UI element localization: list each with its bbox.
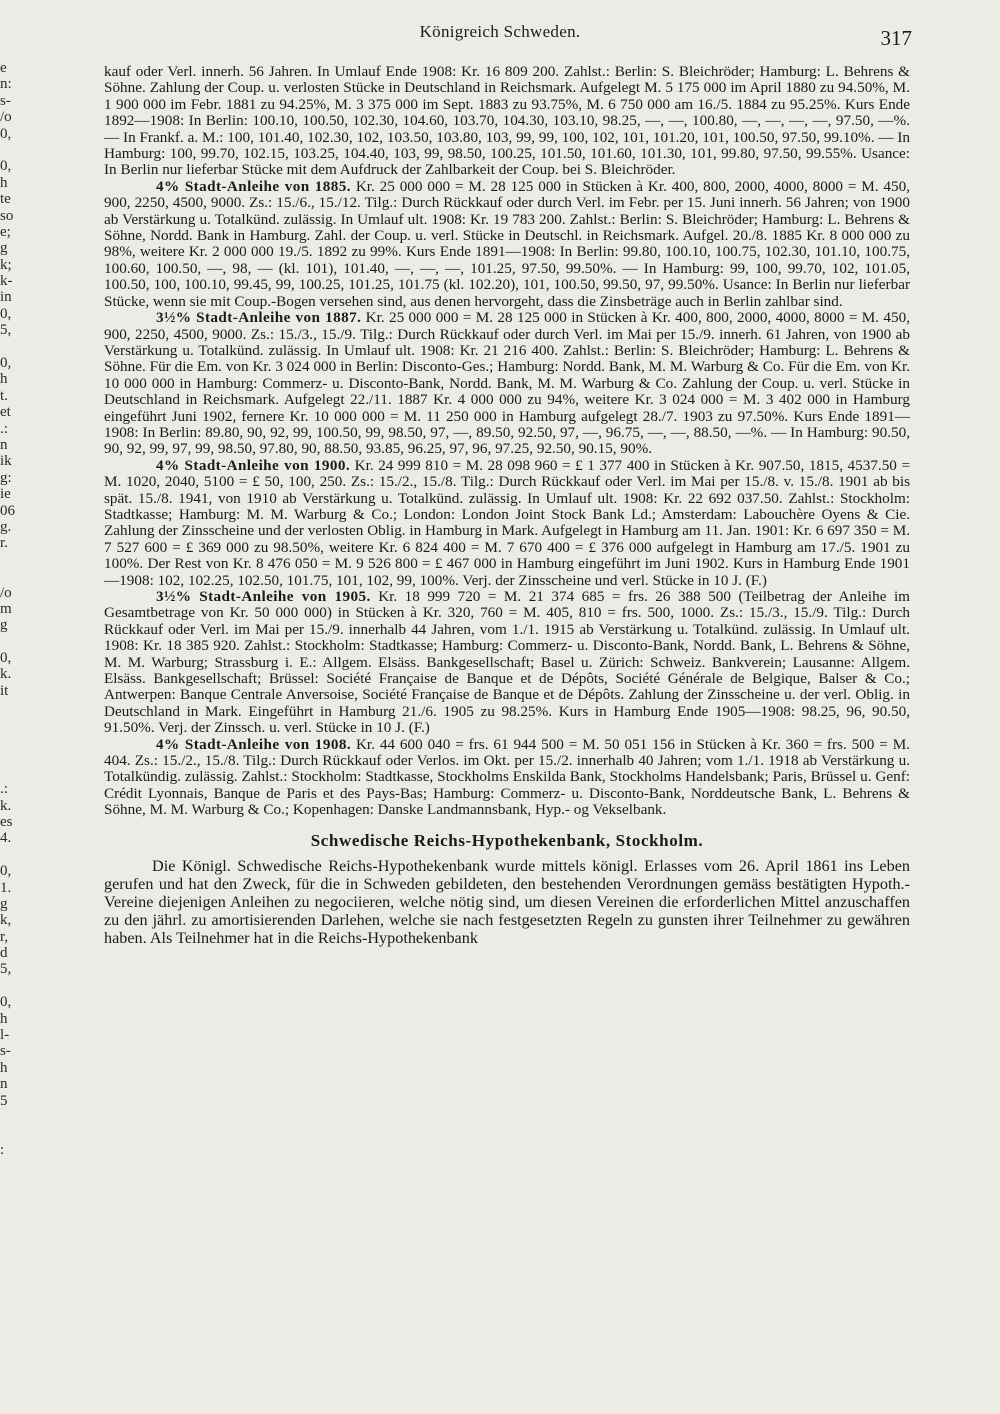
loan-title-1908: 4% Stadt-Anleihe von 1908. [156, 735, 352, 753]
margin-fragment: 4. [0, 830, 12, 847]
margin-fragment: 0, [0, 863, 12, 880]
loan-title-1905: 3½% Stadt-Anleihe von 1905. [156, 588, 371, 605]
section-heading: Schwedische Reichs-Hypothekenbank, Stockholm. [310, 830, 704, 850]
margin-fragment: 0, [0, 650, 12, 667]
margin-fragment: 0, [0, 158, 12, 175]
loan-entry-1887 [104, 310, 910, 458]
margin-fragment: so [0, 207, 14, 224]
loan-entry-1905 [104, 589, 910, 737]
margin-fragment: 0, [0, 994, 12, 1011]
margin-fragment: g [0, 240, 8, 257]
margin-fragment: es [0, 813, 13, 830]
margin-fragment [0, 568, 16, 584]
margin-fragment [0, 339, 16, 355]
margin-fragment: ik [0, 453, 12, 470]
margin-fragment: ie [0, 486, 11, 503]
margin-fragment: k- [0, 273, 13, 290]
margin-fragment: l- [0, 1027, 10, 1044]
loan-text-1905: Kr. 18 999 720 = M. 21 374 685 = frs. 26 388 500 (Teilbetrag der Anleihe im Gesamtbetrage von Kr. 50 000 000) in Stücken à Kr. 320, 760 = M. 405, 810 = frs. 500, 1000. Zs.: 15./3., 15./9. Tilg.: Durch Rückkauf oder Verl. im Mai per 15./9. innerhalb 44 Jahren, vom 1./1. 1915 ab Verstärkung u. Totalkünd. zulässig. In Umlauf ult. 1908: Kr. 18 385 920. Zahlst.: Stockholm: Stadtkasse; Hamburg: Commerz- u. Disconto-Bank, Nordd. Bank, L. Behrens & Söhne, M. M. Warburg; Strassburg i. E.: Allgem. Elsäss. Bankgesellschaft; Basel u. Zürich: Schweiz. Bankverein; Lausanne: Allgem. Elsäss. Bankgesellschaft; Brüssel: Société Française de Banque et de Dépôts, Société Générale de Belgique, Balser & Co.; Antwerpen: Banque Centrale Anversoise, Société Française de Banque et de Dépôts. Zahlung der Zinsscheine u. der verl. Oblig. in Deutschland in Mark. Eingeführt in Hamburg 21./6. 1905 zu 98.25%. Kurs in Hamburg Ende 1905—1908: 98.25, 96, 90.50, 91.50%. Verj. der Zinssch. u. verl. Stücke in 10 J. (F.) [104, 588, 910, 737]
margin-fragment: 0, [0, 305, 12, 322]
loan-title-1900: 4% Stadt-Anleihe von 1900. [156, 456, 351, 474]
margin-fragment: e [0, 60, 7, 76]
margin-fragment: h [0, 1010, 8, 1027]
margin-fragment: n [0, 436, 8, 453]
margin-fragment: in [0, 289, 12, 306]
margin-fragment: s- [0, 1043, 11, 1060]
margin-fragment: /o [0, 109, 12, 126]
margin-fragment: .: [0, 781, 8, 798]
margin-fragment: k, [0, 912, 12, 929]
continuation-paragraph: kauf oder Verl. innerh. 56 Jahren. In Umlauf Ende 1908: Kr. 16 809 200. Zahlst.: Berlin: S. Bleichröder; Hamburg: L. Behrens & Söhne. Zahlung der Coup. u. verlosten Stücke in Deutschland in Reichsmark. Aufgelegt M. 5 175 000 im April 1880 zu 94.50%, M. 1 900 000 im Febr. 1881 zu 94.25%, M. 3 375 000 im Sept. 1883 zu 93.75%, M. 6 750 000 am 16./5. 1884 zu 95.25%. Kurs Ende 1892—1908: In Berlin: 100.10, 100.50, 102.30, 104.60, 103.70, 104.30, 103.10, 98.25, —, —, 100.80, —, —, —, —, 97.50, —%. — In Frankf. a. M.: 100, 101.40, 102.30, 102, 103.50, 103.80, 103, 99, 99, 100, 102, 101, 101.20, 101, 100.50, 97.50, 99.10%. — In Hamburg: 100, 99.70, 102.15, 103.25, 104.40, 103, 99, 98.50, 100.25, 101.50, 101.60, 101.30, 101, 99.80, 97.50, 99.55%. Usance: In Berlin nur lieferbar Stücke mit dem Aufdruck der Zahlbarkeit der Coup. bei S. Bleichröder. [104, 63, 910, 179]
margin-fragment [0, 847, 16, 863]
margin-fragment: d [0, 945, 8, 962]
margin-fragment: 0, [0, 355, 12, 372]
margin-fragment: 5 [0, 1092, 8, 1109]
margin-fragment: k; [0, 256, 12, 273]
margin-fragment: h [0, 174, 8, 191]
margin-fragment [0, 978, 16, 994]
margin-fragment: 5, [0, 322, 12, 339]
loan-text-1908: Kr. 44 600 040 = frs. 61 944 500 = M. 50 051 156 in Stücken à Kr. 360 = frs. 500 = M. 404. Zs.: 15./2., 15./8. Tilg.: Durch Rückkauf oder Verlos. im Okt. per 15./2. innerhalb 40 Jahren; vom 1./1. 1918 ab Verstärkung u. Totalkündig. zulässig. Zahlst.: Stockholm: Stadtkasse, Stockholms Enskilda Bank, Stockholms Handelsbank; Paris, Brüssel u. Genf: Crédit Lyonnais, Banque de Paris et des Pays-Bas; Hamburg: Commerz- u. Disconto-Bank, Norddeutsche Bank, L. Behrens & Söhne, M. M. Warburg & Co.; Kopenhagen: Danske Landmannsbank, Hyp.- og Vekselbank. [104, 735, 910, 819]
margin-fragment: et [0, 404, 11, 421]
margin-fragment: n [0, 1076, 8, 1093]
margin-fragment: g [0, 617, 8, 634]
margin-fragment: r, [0, 928, 9, 945]
margin-fragment: e; [0, 223, 11, 240]
margin-fragment: 0, [0, 125, 12, 142]
margin-fragment: 5, [0, 961, 12, 978]
margin-fragment [0, 699, 16, 715]
loan-entry-1885 [104, 179, 910, 310]
margin-fragment: m [0, 600, 12, 617]
margin-fragment: /o [0, 584, 12, 601]
margin-fragment: k. [0, 797, 12, 814]
margin-fragment: 1. [0, 879, 12, 896]
running-header-title: Königreich Schweden. [419, 22, 581, 41]
margin-fragment: g: [0, 469, 12, 486]
loan-entry-1908 [104, 737, 910, 819]
margin-fragment: t. [0, 387, 8, 404]
margin-fragment: 06 [0, 502, 15, 519]
margin-fragment [0, 748, 16, 764]
margin-fragment: s- [0, 92, 11, 109]
loan-text-1900: Kr. 24 999 810 = M. 28 098 960 = £ 1 377 400 in Stücken à Kr. 907.50, 1815, 4537.50 = M. 1020, 2040, 5100 = £ 50, 100, 250. Zs.: 15./2., 15./8. Tilg.: Durch Rückkauf oder Verl. im Mai per 15./8. v. 15./8. 1901 ab bis spät. 15./8. 1941, von 1910 ab Verstärkung u. Totalkünd. zulässig. In Umlauf ult. 1908: Kr. 22 692 037.50. Zahlst.: Stockholm: Stadtkasse; Hamburg: M. M. Warburg & Co.; London: London Joint Stock Bank Ld.; Amsterdam: Labouchère Oyens & Cie. Zahlung der Zinsscheine und der verlosten Oblig. in Hamburg in Mark. Aufgelegt in Hamburg am 11. Jan. 1901: Kr. 6 697 350 = M. 7 527 600 = £ 369 000 zu 98.50%, weitere Kr. 6 824 400 = M. 7 670 400 = £ 376 000 aufgelegt in Hamburg am 17./5. 1901 zu 100%. Der Rest von Kr. 8 476 050 = M. 9 526 800 = £ 467 000 in Hamburg eingeführt im Juni 1902. Kurs in Hamburg Ende 1901—1908: 102, 102.25, 102.50, 101.75, 101, 102, 99, 100%. Verj. der Zinsscheine und verl. Stücke in 10 J. (F.) [104, 456, 911, 589]
margin-fragment [0, 634, 16, 650]
margin-fragment: r. [0, 535, 8, 552]
loan-text-1885: Kr. 25 000 000 = M. 28 125 000 in Stücken à Kr. 400, 800, 2000, 4000, 8000 = M. 450, 900, 2250, 4500, 9000. Zs.: 15./6., 15./12. Tilg.: Durch Rückkauf oder durch Verl. im Febr. per 15. Juni innerh. 56 Jahren; von 1900 ab Verstärkung u. Totalkünd. zulässig. In Umlauf ult. 1908: Kr. 19 783 200. Zahlst.: Berlin: S. Bleichröder; Hamburg: L. Behrens & Söhne, Nordd. Bank in Hamburg. Zahl. der Coup. u. verl. Stücke in Deutschl. in Reichsmark. Aufgel. 20./8. 1885 Kr. 8 000 000 zu 98%, weitere Kr. 2 000 000 19./5. 1892 zu 99%. Kurs Ende 1891—1908: In Berlin: 99.80, 100.10, 100.75, 102.30, 101.10, 100.75, 100.60, 100.50, —, 98, — (kl. 101), 101.40, —, —, —, 101.25, 97.50, 99.50%. — In Hamburg: 99, 100, 99.70, 102, 101.05, 100.50, 100, 100.10, 99.45, 99, 100.25, 101.25, 101.75 (kl. 102.20), 101, 100.50, 99.50, 97, 99.50%. Usance: In Berlin nur lieferbar Stücke, wenn sie mit Coup.-Bogen versehen sind, aus denen hervorgeht, dass die Zinsbeträge auch in Berlin zahlbar sind. [104, 177, 910, 310]
adjacent-page-margin-fragments [0, 60, 16, 1158]
margin-fragment [0, 1125, 16, 1141]
margin-fragment: h [0, 1059, 8, 1076]
margin-fragment: te [0, 191, 11, 208]
loan-text-1887: Kr. 25 000 000 = M. 28 125 000 in Stücken à Kr. 400, 800, 2000, 4000, 8000 = M. 450, 900, 2250, 4500, 9000. Zs.: 15./3., 15./9. Tilg.: Durch Rückkauf oder durch Verl. im Mai per 15./9. innerh. 61 Jahren, von 1900 ab Verstärkung u. Totalkünd. zulässig. In Umlauf ult. 1908: Kr. 21 216 400. Zahlst.: Berlin: S. Bleichröder; Hamburg: L. Behrens & Söhne. Für die Em. von Kr. 3 024 000 in Berlin: Disconto-Ges.; Hamburg: Nordd. Bank, M. M. Warburg & Co. Für die Em. von Kr. 10 000 000 in Hamburg: Commerz- u. Disconto-Bank, Nordd. Bank, M. M. Warburg & Co. Zahlung der Coup. u. verl. Stücke in Deutschland in Reichsmark. Aufgelegt 22./11. 1887 Kr. 4 000 000 zu 94%, weitere Kr. 3 024 000 = M. 3 402 000 in Hamburg eingeführt Juni 1902, fernere Kr. 10 000 000 = M. 11 250 000 in Hamburg aufgelegt 28./7. 1903 zu 97.50%. Kurs Ende 1891—1908: In Berlin: 89.80, 90, 92, 99, 100.50, 99, 98.50, 97, —, 89.50, 92.50, 97, —, 96.75, —, —, 88.50, —%. — In Hamburg: 90.50, 90, 92, 99, 97, 99, 98.50, 97.80, 90, 88.50, 93.85, 96.25, 97, 96, 97.25, 92.50, 90.15, 90%. [104, 309, 910, 458]
section-intro-paragraph: Die Königl. Schwedische Reichs-Hypothekenbank wurde mittels königl. Erlasses vom 26. April 1861 ins Leben gerufen und hat den Zweck, für die in Schweden gebildeten, den bestehenden Verordnungen gemäss bestätigten Hypoth.-Vereine diejenigen Anleihen zu negociieren, welche nötig sind, um diesen Vereinen die erforderlichen Mittel anzuschaffen zu den jährl. zu amortisierenden Darlehen, welche sie nach festgesetzten Regeln zu gunsten ihrer Teilnehmer zu gewähren haben. Als Teilnehmer hat in die Reichs-Hypothekenbank [104, 857, 910, 948]
margin-fragment [0, 552, 16, 568]
loan-title-1885: 4% Stadt-Anleihe von 1885. [156, 177, 351, 195]
margin-fragment [0, 1109, 16, 1125]
margin-fragment [0, 716, 16, 732]
margin-fragment: : [0, 1141, 5, 1158]
margin-fragment: k. [0, 666, 12, 683]
margin-fragment: g. [0, 518, 12, 535]
page-number: 317 [880, 26, 912, 50]
margin-fragment: h [0, 371, 8, 388]
loan-title-1887: 3½% Stadt-Anleihe von 1887. [156, 309, 362, 327]
loan-entry-1900 [104, 458, 910, 589]
main-text-column [104, 64, 910, 947]
margin-fragment: .: [0, 420, 8, 437]
margin-fragment [0, 142, 16, 158]
margin-fragment [0, 732, 16, 748]
margin-fragment: g [0, 895, 8, 912]
margin-fragment: n: [0, 76, 12, 93]
margin-fragment: it [0, 682, 9, 699]
margin-fragment [0, 765, 16, 781]
